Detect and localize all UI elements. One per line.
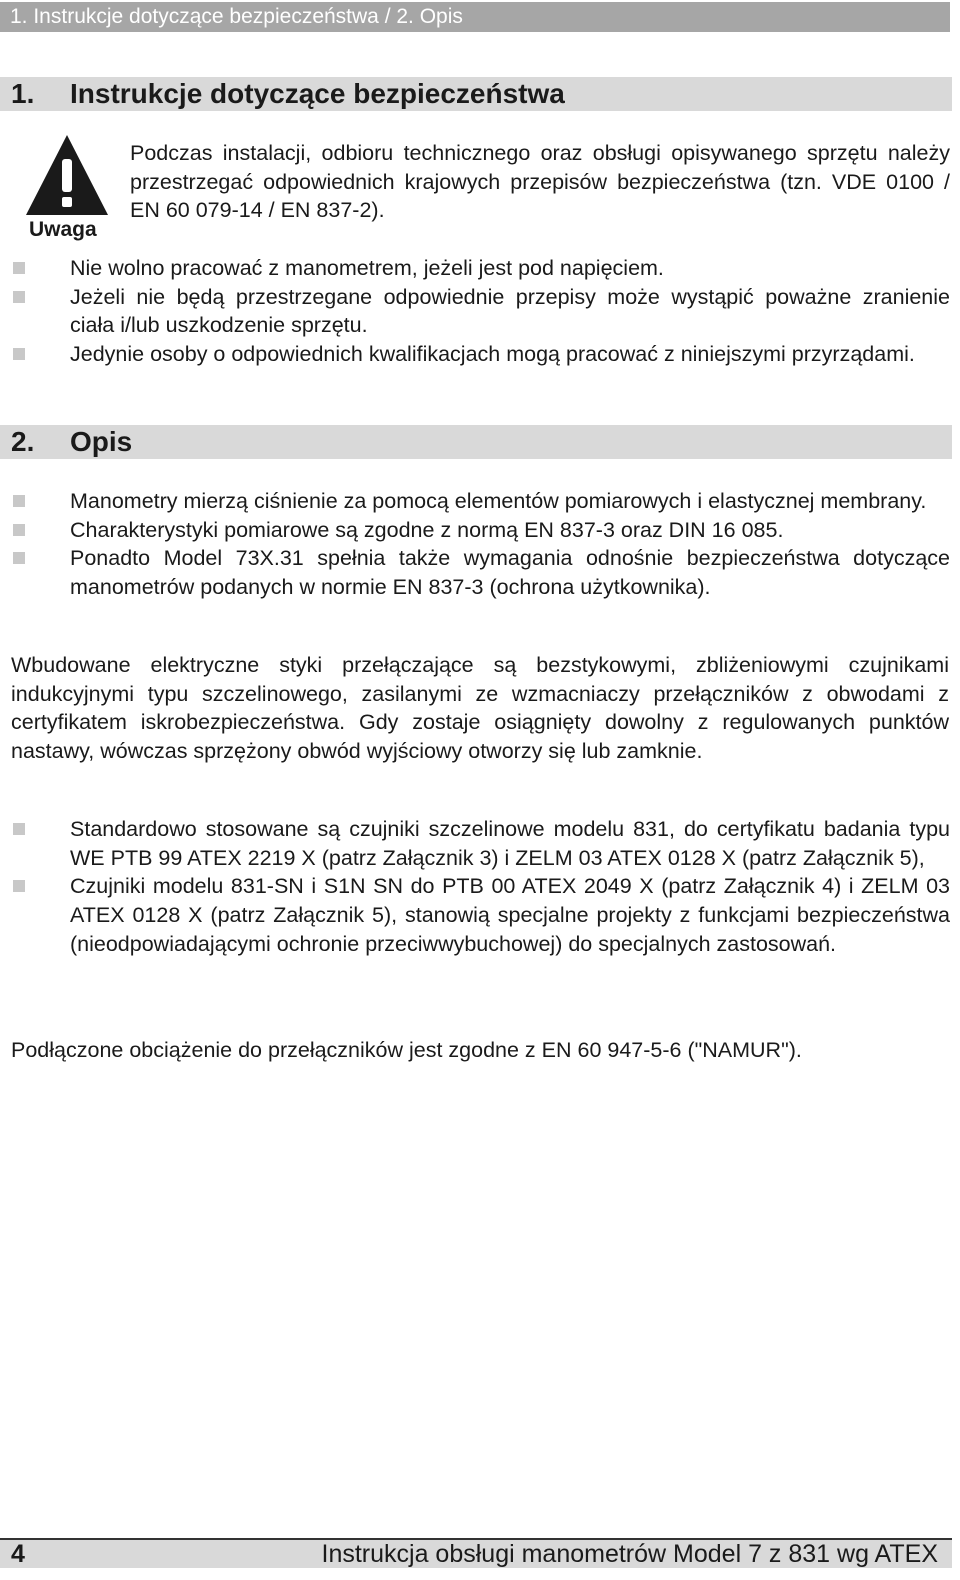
list-item: Manometry mierzą ciśnienie za pomocą elementów pomiarowych i elastycznej membrany.: [0, 487, 950, 516]
section-2-title: Opis: [70, 426, 133, 457]
section-2-number: 2.: [11, 426, 35, 457]
list-item: Charakterystyki pomiarowe są zgodne z normą EN 837-3 oraz DIN 16 085.: [0, 516, 950, 545]
footer-title: Instrukcja obsługi manometrów Model 7 z 831 wg ATEX: [321, 1540, 938, 1568]
section-1-number: 1.: [11, 78, 35, 109]
bullet-square-icon: [13, 880, 25, 892]
section-1-title: Instrukcje dotyczące bezpieczeństwa: [70, 78, 565, 109]
section-1-heading: [0, 77, 952, 111]
running-header: 1. Instrukcje dotyczące bezpieczeństwa / 2. Opis: [0, 2, 950, 32]
page-number: 4: [11, 1540, 25, 1568]
safety-bullet-list: [0, 254, 950, 369]
sensor-bullet-list: [0, 815, 950, 959]
list-item: Czujniki modelu 831-SN i S1N SN do PTB 00 ATEX 2049 X (patrz Załącznik 4) i ZELM 03 ATEX 0128 X (patrz Załącznik 5), stanowią specjalne projekty z funkcjami bezpieczeństwa (nieodpowiadającymi ochronie przeciwwybuchowej) do specjalnych zastosowań.: [0, 872, 950, 958]
bullet-square-icon: [13, 348, 25, 360]
paragraph-load: Podłączone obciążenie do przełączników jest zgodne z EN 60 947-5-6 ("NAMUR").: [11, 1038, 802, 1062]
bullet-square-icon: [13, 291, 25, 303]
warning-text: Podczas instalacji, odbioru technicznego oraz obsługi opisywanego sprzętu należy przestrzegać odpowiednich krajowych przepisów bezpieczeństwa (tzn. VDE 0100 / EN 60 079-14 / EN 837-2).: [130, 141, 950, 223]
section-2-heading: [0, 425, 952, 459]
bullet-square-icon: [13, 495, 25, 507]
list-item: Jedynie osoby o odpowiednich kwalifikacjach mogą pracować z niniejszymi przyrządami.: [0, 340, 950, 369]
warning-triangle-icon: [24, 133, 110, 217]
description-bullet-list: [0, 487, 950, 602]
bullet-square-icon: [13, 262, 25, 274]
list-item: Standardowo stosowane są czujniki szczelinowe modelu 831, do certyfikatu badania typu WE PTB 99 ATEX 2219 X (patrz Załącznik 3) i ZELM 03 ATEX 0128 X (patrz Załącznik 5),: [0, 815, 950, 872]
list-item: Jeżeli nie będą przestrzegane odpowiednie przepisy może wystąpić poważne zranienie ciała i/lub uszkodzenie sprzętu.: [0, 283, 950, 340]
footer: [0, 1540, 952, 1568]
warning-label: Uwaga: [29, 218, 97, 241]
list-item: Ponadto Model 73X.31 spełnia także wymagania odnośnie bezpieczeństwa dotyczące manometrów podanych w normie EN 837-3 (ochrona użytkownika).: [0, 544, 950, 601]
paragraph-switch-contacts: Wbudowane elektryczne styki przełączające są bezstykowymi, zbliżeniowymi czujnikami indukcyjnymi typu szczelinowego, zasilanymi ze wzmacniaczy przełączników z obwodami z certyfikatem iskrobezpieczeństwa. Gdy zostaje osiągnięty dowolny z regulowanych punktów nastawy, wówczas sprzężony obwód wyjściowy otworzy się lub zamknie.: [11, 653, 949, 764]
bullet-square-icon: [13, 552, 25, 564]
bullet-square-icon: [13, 823, 25, 835]
list-item: Nie wolno pracować z manometrem, jeżeli jest pod napięciem.: [0, 254, 950, 283]
bullet-square-icon: [13, 524, 25, 536]
